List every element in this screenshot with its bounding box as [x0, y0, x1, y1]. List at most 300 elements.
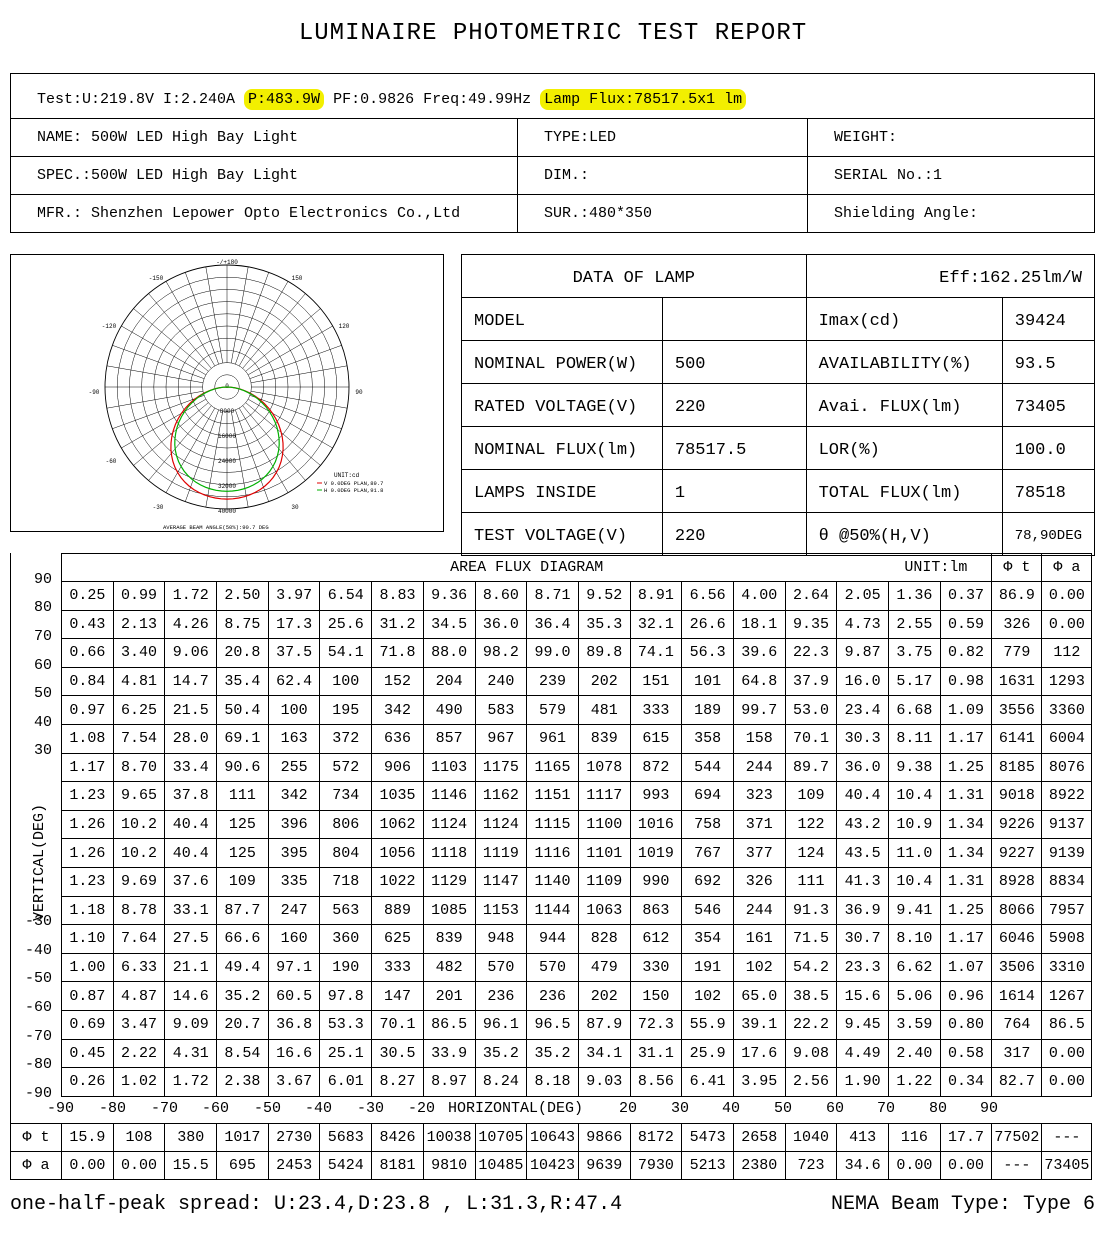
- flux-cell: 1116: [527, 839, 579, 868]
- flux-cell: 36.9: [837, 896, 889, 925]
- spec-cell: SPEC.:500W LED High Bay Light: [11, 157, 518, 195]
- lamp-flux-highlight: Lamp Flux:78517.5x1 lm: [540, 89, 746, 110]
- flux-row: [62, 610, 1092, 639]
- flux-row: [62, 810, 1092, 839]
- weight-cell: WEIGHT:: [808, 119, 1095, 157]
- flux-cell: 857: [423, 724, 475, 753]
- flux-cell: 34.1: [578, 1039, 630, 1068]
- legend-v: V 0.0DEG PLAN,89.7: [324, 480, 384, 487]
- flux-rows: [62, 582, 1092, 1097]
- flux-cell: 2.50: [217, 582, 269, 611]
- flux-cell: 35.4: [217, 667, 269, 696]
- phi-t-cell: 77502: [992, 1124, 1042, 1152]
- row-phi-a: 0.00: [1042, 1068, 1092, 1097]
- phi-t-cell: 1040: [785, 1124, 837, 1152]
- phi-t-cell: 380: [165, 1124, 217, 1152]
- flux-cell: 1175: [475, 753, 527, 782]
- angle-label-m120: -120: [101, 323, 117, 330]
- nema-beam-type: NEMA Beam Type: Type 6: [830, 1193, 1095, 1216]
- flux-cell: 872: [630, 753, 682, 782]
- flux-cell: 17.3: [268, 610, 320, 639]
- flux-cell: 41.3: [837, 867, 889, 896]
- polar-spoke: [107, 366, 203, 383]
- flux-cell: 87.9: [578, 1010, 630, 1039]
- flux-cell: 906: [372, 753, 424, 782]
- flux-cell: 2.40: [889, 1039, 941, 1068]
- flux-row: [62, 696, 1092, 725]
- flux-cell: 100: [268, 696, 320, 725]
- phi-t-cell: ---: [1042, 1124, 1092, 1152]
- x-label: 50: [774, 1100, 793, 1117]
- polar-spoke: [112, 345, 204, 378]
- ring-label-32000: 32000: [217, 483, 237, 490]
- flux-cell: 2.05: [837, 582, 889, 611]
- flux-cell: 4.26: [165, 610, 217, 639]
- flux-cell: 125: [217, 810, 269, 839]
- flux-cell: 158: [733, 724, 785, 753]
- flux-cell: 0.84: [62, 667, 114, 696]
- flux-cell: 3.67: [268, 1068, 320, 1097]
- angle-label-120: 120: [338, 323, 350, 330]
- polar-spoke: [250, 395, 342, 428]
- flux-cell: 102: [733, 953, 785, 982]
- flux-cell: 6.68: [889, 696, 941, 725]
- flux-cell: 31.1: [630, 1039, 682, 1068]
- row-phi-t: 6141: [992, 724, 1042, 753]
- flux-cell: 1019: [630, 839, 682, 868]
- flux-row: [62, 1068, 1092, 1097]
- lamp-value: 93.5: [1002, 341, 1094, 384]
- phi-a-cell: 5213: [682, 1152, 734, 1180]
- flux-cell: 1119: [475, 839, 527, 868]
- flux-cell: 8.83: [372, 582, 424, 611]
- flux-cell: 0.37: [940, 582, 992, 611]
- flux-cell: 201: [423, 982, 475, 1011]
- row-phi-t: 1631: [992, 667, 1042, 696]
- flux-cell: 86.5: [423, 1010, 475, 1039]
- flux-cell: 9.45: [837, 1010, 889, 1039]
- flux-cell: 99.7: [733, 696, 785, 725]
- phi-t-cell: 10038: [423, 1124, 475, 1152]
- angle-label-180: -/+180: [216, 259, 238, 266]
- y-label: 40: [33, 714, 52, 731]
- flux-cell: 1.36: [889, 582, 941, 611]
- polar-spoke: [121, 326, 206, 375]
- area-flux-table: [61, 553, 1092, 1097]
- flux-cell: 1022: [372, 867, 424, 896]
- flux-cell: 25.1: [320, 1039, 372, 1068]
- flux-cell: 8.70: [113, 753, 165, 782]
- y-label: 70: [33, 628, 52, 645]
- phi-a-cell: 10485: [475, 1152, 527, 1180]
- flux-cell: 0.99: [113, 582, 165, 611]
- flux-cell: 377: [733, 839, 785, 868]
- flux-cell: 70.1: [372, 1010, 424, 1039]
- flux-cell: 88.0: [423, 639, 475, 668]
- phi-a-header: Φ a: [1042, 554, 1092, 582]
- flux-cell: 4.81: [113, 667, 165, 696]
- flux-cell: 152: [372, 667, 424, 696]
- flux-cell: 4.00: [733, 582, 785, 611]
- flux-row: [62, 724, 1092, 753]
- flux-cell: 570: [475, 953, 527, 982]
- flux-title-cell: [62, 554, 992, 582]
- angle-label-m150: -150: [148, 275, 164, 282]
- row-phi-a: 6004: [1042, 724, 1092, 753]
- flux-cell: 335: [268, 867, 320, 896]
- flux-cell: 1.31: [940, 867, 992, 896]
- flux-cell: 544: [682, 753, 734, 782]
- flux-cell: 734: [320, 782, 372, 811]
- polar-spoke: [243, 294, 306, 369]
- flux-cell: 125: [217, 839, 269, 868]
- flux-cell: 9.52: [578, 582, 630, 611]
- flux-cell: 96.5: [527, 1010, 579, 1039]
- flux-cell: 1.00: [62, 953, 114, 982]
- flux-cell: 25.9: [682, 1039, 734, 1068]
- flux-unit: UNIT:lm: [904, 559, 968, 576]
- flux-cell: 1.25: [940, 896, 992, 925]
- flux-cell: 1.17: [62, 753, 114, 782]
- polar-spoke: [239, 408, 288, 493]
- flux-cell: 718: [320, 867, 372, 896]
- flux-cell: 151: [630, 667, 682, 696]
- flux-cell: 10.2: [113, 839, 165, 868]
- flux-cell: 2.64: [785, 582, 837, 611]
- flux-cell: 804: [320, 839, 372, 868]
- polar-spoke: [248, 326, 333, 375]
- angle-label-90: 90: [355, 389, 363, 396]
- flux-row: [62, 1010, 1092, 1039]
- flux-cell: 37.6: [165, 867, 217, 896]
- phi-t-row: [11, 1124, 1092, 1152]
- flux-cell: 36.4: [527, 610, 579, 639]
- lamp-row: [462, 341, 1095, 384]
- row-phi-t: 764: [992, 1010, 1042, 1039]
- phi-t-cell: 1017: [217, 1124, 269, 1152]
- y-label: 50: [33, 685, 52, 702]
- phi-a-cell: 0.00: [62, 1152, 114, 1180]
- flux-cell: 1162: [475, 782, 527, 811]
- x-label: -20: [408, 1100, 436, 1117]
- flux-cell: 828: [578, 925, 630, 954]
- flux-cell: 10.4: [889, 782, 941, 811]
- phi-a-cell: 10423: [527, 1152, 579, 1180]
- flux-cell: 96.1: [475, 1010, 527, 1039]
- polar-chart: [11, 255, 443, 531]
- lamp-value: 78,90DEG: [1002, 513, 1094, 556]
- polar-spoke: [235, 410, 268, 502]
- horizontal-axis-label: HORIZONTAL(DEG): [448, 1100, 584, 1117]
- angle-label-m30: -30: [152, 504, 164, 511]
- flux-cell: 1117: [578, 782, 630, 811]
- flux-cell: 806: [320, 810, 372, 839]
- phi-t-cell: 10643: [527, 1124, 579, 1152]
- flux-cell: 342: [372, 696, 424, 725]
- phi-a-cell: 7930: [630, 1152, 682, 1180]
- flux-cell: 342: [268, 782, 320, 811]
- flux-cell: 255: [268, 753, 320, 782]
- flux-cell: 1124: [475, 810, 527, 839]
- flux-cell: 9.09: [165, 1010, 217, 1039]
- flux-cell: 767: [682, 839, 734, 868]
- flux-cell: 10.2: [113, 810, 165, 839]
- info-row: [11, 119, 1095, 157]
- ring-label-40000: 40000: [217, 508, 237, 515]
- flux-cell: 0.26: [62, 1068, 114, 1097]
- lamp-value: 100.0: [1002, 427, 1094, 470]
- flux-cell: 4.31: [165, 1039, 217, 1068]
- flux-cell: 0.34: [940, 1068, 992, 1097]
- flux-cell: 70.1: [785, 724, 837, 753]
- flux-row: [62, 982, 1092, 1011]
- row-phi-t: 9227: [992, 839, 1042, 868]
- legend-h: H 0.0DEG PLAN,91.8: [324, 487, 384, 494]
- flux-cell: 60.5: [268, 982, 320, 1011]
- lamp-label: Imax(cd): [806, 298, 1002, 341]
- flux-cell: 1.09: [940, 696, 992, 725]
- flux-cell: 5.17: [889, 667, 941, 696]
- flux-cell: 25.6: [320, 610, 372, 639]
- flux-cell: 839: [578, 724, 630, 753]
- flux-cell: 967: [475, 724, 527, 753]
- polar-spoke: [166, 281, 215, 366]
- flux-cell: 9.35: [785, 610, 837, 639]
- lamp-row: [462, 427, 1095, 470]
- flux-cell: 22.3: [785, 639, 837, 668]
- phi-t-cell: 413: [837, 1124, 889, 1152]
- row-phi-a: 0.00: [1042, 582, 1092, 611]
- row-phi-t: 9018: [992, 782, 1042, 811]
- phi-t-cell: 5473: [682, 1124, 734, 1152]
- x-label: 90: [980, 1100, 999, 1117]
- y-label: -70: [24, 1028, 52, 1045]
- polar-spoke: [185, 410, 218, 502]
- x-label: -30: [357, 1100, 385, 1117]
- flux-cell: 944: [527, 925, 579, 954]
- flux-cell: 6.62: [889, 953, 941, 982]
- flux-cell: 9.38: [889, 753, 941, 782]
- test-prefix: Test:U:219.8V I:2.240A: [37, 90, 245, 108]
- flux-cell: 111: [217, 782, 269, 811]
- row-phi-t: 3506: [992, 953, 1042, 982]
- polar-spoke: [112, 395, 204, 428]
- flux-cell: 98.2: [475, 639, 527, 668]
- phi-t-cell: 116: [889, 1124, 941, 1152]
- flux-cell: 55.9: [682, 1010, 734, 1039]
- flux-cell: 204: [423, 667, 475, 696]
- flux-cell: 71.8: [372, 639, 424, 668]
- lamp-row: [462, 298, 1095, 341]
- row-phi-t: 317: [992, 1039, 1042, 1068]
- y-label: -50: [24, 970, 52, 987]
- flux-row: [62, 753, 1092, 782]
- flux-cell: 1.34: [940, 839, 992, 868]
- vertical-axis: [10, 553, 62, 1102]
- phi-a-cell: 695: [217, 1152, 269, 1180]
- flux-cell: 36.0: [475, 610, 527, 639]
- horizontal-axis: [10, 1095, 1096, 1123]
- polar-spoke: [239, 281, 288, 366]
- phi-t-cell: 8172: [630, 1124, 682, 1152]
- flux-cell: 191: [682, 953, 734, 982]
- phi-a-cell: 9639: [578, 1152, 630, 1180]
- polar-spoke: [250, 345, 342, 378]
- flux-cell: 0.45: [62, 1039, 114, 1068]
- flux-cell: 122: [785, 810, 837, 839]
- phi-t-cell: 9866: [578, 1124, 630, 1152]
- flux-cell: 40.4: [165, 839, 217, 868]
- flux-cell: 101: [682, 667, 734, 696]
- flux-cell: 9.87: [837, 639, 889, 668]
- flux-cell: 3.95: [733, 1068, 785, 1097]
- flux-cell: 0.59: [940, 610, 992, 639]
- flux-cell: 1.25: [940, 753, 992, 782]
- flux-cell: 35.2: [475, 1039, 527, 1068]
- flux-cell: 1.17: [940, 925, 992, 954]
- flux-cell: 9.36: [423, 582, 475, 611]
- serial-cell: SERIAL No.:1: [808, 157, 1095, 195]
- phi-t-cell: 108: [113, 1124, 165, 1152]
- angle-label-m60: -60: [105, 458, 117, 465]
- lamp-value: 220: [662, 513, 806, 556]
- flux-cell: 163: [268, 724, 320, 753]
- polar-spoke: [235, 272, 268, 364]
- phi-t-cell: 15.9: [62, 1124, 114, 1152]
- flux-cell: 124: [785, 839, 837, 868]
- row-phi-a: 3310: [1042, 953, 1092, 982]
- flux-row: [62, 582, 1092, 611]
- polar-spoke: [166, 408, 215, 493]
- flux-cell: 49.4: [217, 953, 269, 982]
- flux-cell: 54.1: [320, 639, 372, 668]
- flux-cell: 993: [630, 782, 682, 811]
- flux-cell: 6.01: [320, 1068, 372, 1097]
- flux-cell: 579: [527, 696, 579, 725]
- lamp-value: 39424: [1002, 298, 1094, 341]
- test-info-table: [10, 73, 1095, 233]
- flux-cell: 74.1: [630, 639, 682, 668]
- flux-cell: 1103: [423, 753, 475, 782]
- x-label: 80: [929, 1100, 948, 1117]
- flux-cell: 7.64: [113, 925, 165, 954]
- power-highlight: P:483.9W: [244, 89, 324, 110]
- flux-cell: 190: [320, 953, 372, 982]
- polar-spoke: [231, 267, 248, 363]
- flux-cell: 2.56: [785, 1068, 837, 1097]
- flux-cell: 89.8: [578, 639, 630, 668]
- flux-cell: 7.54: [113, 724, 165, 753]
- row-phi-a: 112: [1042, 639, 1092, 668]
- flux-cell: 9.03: [578, 1068, 630, 1097]
- flux-cell: 1.31: [940, 782, 992, 811]
- flux-cell: 71.5: [785, 925, 837, 954]
- flux-cell: 35.3: [578, 610, 630, 639]
- flux-cell: 330: [630, 953, 682, 982]
- phi-t-cell: 17.7: [940, 1124, 992, 1152]
- flux-cell: 372: [320, 724, 372, 753]
- x-label: -50: [254, 1100, 282, 1117]
- lamp-label: NOMINAL POWER(W): [462, 341, 663, 384]
- polar-spoke: [206, 267, 223, 363]
- flux-row: [62, 867, 1092, 896]
- phi-t-cell: 10705: [475, 1124, 527, 1152]
- flux-cell: 8.24: [475, 1068, 527, 1097]
- flux-cell: 39.1: [733, 1010, 785, 1039]
- x-label: 30: [671, 1100, 690, 1117]
- row-phi-t: 3556: [992, 696, 1042, 725]
- phi-a-cell: 0.00: [940, 1152, 992, 1180]
- angle-label-30: 30: [291, 504, 299, 511]
- flux-cell: 9.65: [113, 782, 165, 811]
- polar-spoke: [121, 399, 206, 448]
- flux-cell: 1.34: [940, 810, 992, 839]
- flux-cell: 1109: [578, 867, 630, 896]
- lamp-label: RATED VOLTAGE(V): [462, 384, 663, 427]
- flux-cell: 16.0: [837, 667, 889, 696]
- phi-a-cell: 0.00: [889, 1152, 941, 1180]
- half-peak-spread: one-half-peak spread: U:23.4,D:23.8 , L:31.3,R:47.4: [10, 1193, 623, 1216]
- row-phi-t: 8066: [992, 896, 1042, 925]
- flux-cell: 358: [682, 724, 734, 753]
- flux-cell: 1146: [423, 782, 475, 811]
- dim-cell: DIM.:: [518, 157, 808, 195]
- flux-cell: 1.26: [62, 839, 114, 868]
- flux-cell: 10.9: [889, 810, 941, 839]
- flux-cell: 21.1: [165, 953, 217, 982]
- flux-cell: 33.9: [423, 1039, 475, 1068]
- flux-cell: 5.06: [889, 982, 941, 1011]
- footer: [10, 1193, 1095, 1216]
- x-label: -80: [99, 1100, 127, 1117]
- flux-cell: 43.2: [837, 810, 889, 839]
- flux-cell: 23.3: [837, 953, 889, 982]
- flux-cell: 72.3: [630, 1010, 682, 1039]
- flux-cell: 9.69: [113, 867, 165, 896]
- phi-t-header: Φ t: [992, 554, 1042, 582]
- flux-cell: 3.47: [113, 1010, 165, 1039]
- flux-cell: 1.17: [940, 724, 992, 753]
- flux-cell: 1016: [630, 810, 682, 839]
- flux-cell: 360: [320, 925, 372, 954]
- x-label: 40: [722, 1100, 741, 1117]
- flux-cell: 636: [372, 724, 424, 753]
- flux-cell: 1.72: [165, 582, 217, 611]
- flux-cell: 53.3: [320, 1010, 372, 1039]
- flux-cell: 1.02: [113, 1068, 165, 1097]
- row-phi-t: 6046: [992, 925, 1042, 954]
- phi-a-cell: 9810: [423, 1152, 475, 1180]
- angle-label-0: 0: [225, 383, 229, 390]
- row-phi-a: 86.5: [1042, 1010, 1092, 1039]
- lamp-label: Avai. FLUX(lm): [806, 384, 1002, 427]
- flux-cell: 1.10: [62, 925, 114, 954]
- flux-cell: 90.6: [217, 753, 269, 782]
- phi-a-cell: ---: [992, 1152, 1042, 1180]
- flux-cell: 54.2: [785, 953, 837, 982]
- polar-spoke: [248, 399, 333, 448]
- flux-cell: 147: [372, 982, 424, 1011]
- vertical-axis-label: VERTICAL(DEG): [31, 803, 48, 921]
- row-phi-t: 8928: [992, 867, 1042, 896]
- flux-cell: 3.75: [889, 639, 941, 668]
- flux-cell: 1078: [578, 753, 630, 782]
- lamp-rows: [462, 298, 1095, 556]
- report-title: LUMINAIRE PHOTOMETRIC TEST REPORT: [298, 20, 808, 47]
- x-label: -90: [47, 1100, 75, 1117]
- row-phi-a: 9139: [1042, 839, 1092, 868]
- test-row: [11, 74, 1095, 119]
